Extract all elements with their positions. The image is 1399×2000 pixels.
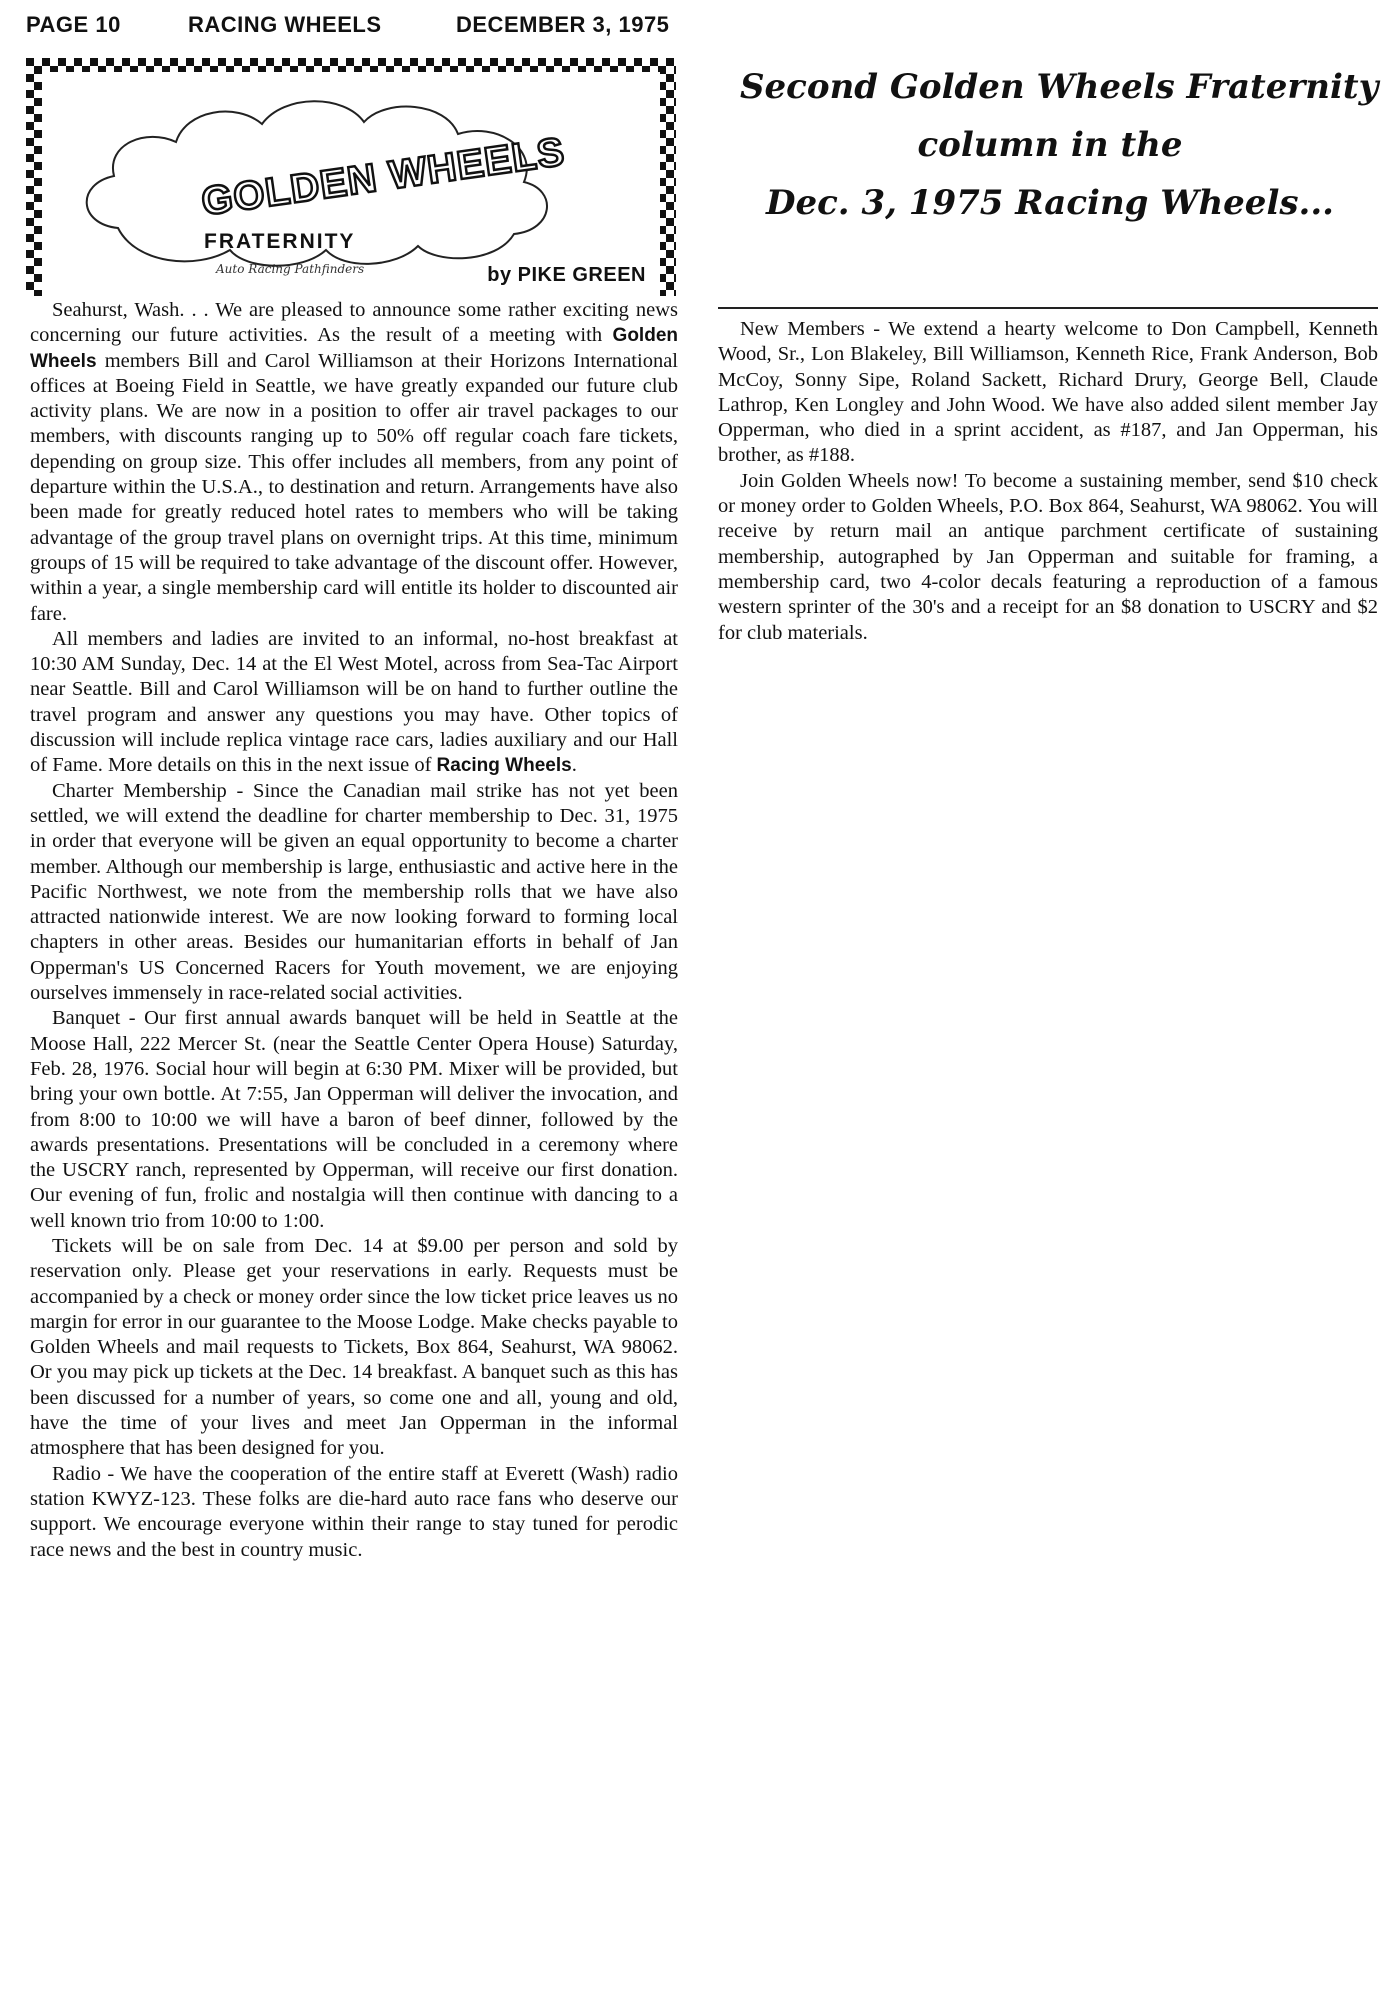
byline: by PIKE GREEN <box>487 264 646 286</box>
paragraph-join: Join Golden Wheels now! To become a sustaining member, send $10 check or money order to Golden Wheels, P.O. Box 864, Seahurst, WA 98062. You will receive by return mail an antique parchment certificate of sustaining membership, autographed by Jan Opperman and suitable for framing, a membership card, two 4-color decals featuring a reproduction of a famous western sprinter of the 30's and a receipt for an $8 donation to USCRY and $2 for club materials. <box>718 469 1378 644</box>
article-column-right <box>718 307 1378 646</box>
handwritten-caption <box>740 58 1379 232</box>
paragraph-charter-membership: Charter Membership - Since the Canadian mail strike has not yet been settled, we will extend the deadline for charter membership to Dec. 31, 1975 in order that everyone will be given an equal opportunity to become a charter member. Although our membership is large, enthusiastic and active here in the Pacific Northwest, we note from the membership rolls that we have also attracted nationwide interest. We are now looking forward to forming local chapters in other areas. Besides our humanitarian efforts in behalf of Jan Opperman's US Concerned Racers for Youth movement, we are enjoying ourselves immensely in race-related social activities. <box>30 779 678 1005</box>
publication-name: RACING WHEELS <box>188 12 382 37</box>
logo-fraternity: FRATERNITY <box>204 230 356 253</box>
paragraph-intro: Seahurst, Wash. . . We are pleased to announce some rather exciting news concerning our future activities. As the result of a meeting with Golden Wheels members Bill and Carol Williamson at their Horizons International offices at Boeing Field in Seattle, we have greatly expanded our future club activity plans. We are now in a position to offer air travel packages to our members, with discounts ranging up to 50% off regular coach fare tickets, depending on group size. This offer includes all members, from any point of departure within the U.S.A., to destination and return. Arrangements have also been made for greatly reduced hotel rates to members who will be taking advantage of the group travel plans on overnight trips. At this time, minimum groups of 15 will be required to take advantage of the discount offer. However, within a year, a single membership card will entitle its holder to discounted air fare. <box>30 299 678 625</box>
caption-line-1: Second Golden Wheels Fraternity <box>740 67 1379 107</box>
article-column-left <box>30 298 678 1563</box>
logo-tagline: Auto Racing Pathfinders <box>216 262 365 276</box>
dateline: Seahurst, Wash. . . <box>52 299 209 321</box>
page-number: PAGE 10 <box>26 12 121 37</box>
club-name: Golden Wheels <box>30 325 678 372</box>
caption-line-2: column in the <box>917 125 1183 165</box>
checkered-border-top <box>26 58 676 72</box>
page-header <box>26 12 676 46</box>
paragraph-tickets: Tickets will be on sale from Dec. 14 at $9.00 per person and sold by reservation only. Please get your reservations in early. Requests must be accompanied by a check or money order since the low ticket price leaves us no margin for error in our guarantee to the Moose Lodge. Make checks payable to Golden Wheels and mail requests to Tickets, Box 864, Seahurst, WA 98062. Or you may pick up tickets at the Dec. 14 breakfast. A banquet such as this has been discussed for a number of years, so come one and all, young and old, have the time of your lives and meet Jan Opperman in the informal atmosphere that has been designed for you. <box>30 1234 678 1460</box>
golden-wheels-logo <box>26 58 676 296</box>
checkered-border-left <box>26 58 42 296</box>
checkered-border-right <box>660 58 676 296</box>
issue-date: DECEMBER 3, 1975 <box>456 12 670 37</box>
caption-line-3: Dec. 3, 1975 Racing Wheels... <box>765 183 1335 223</box>
paragraph-radio: Radio - We have the cooperation of the entire staff at Everett (Wash) radio station KWYZ-123. These folks are die-hard auto race fans who deserve our support. We encourage everyone within their range to stay tuned for perodic race news and the best in country music. <box>30 1462 678 1561</box>
paragraph-breakfast: All members and ladies are invited to an informal, no-host breakfast at 10:30 AM Sunday, Dec. 14 at the El West Motel, across from Sea-Tac Airport near Seattle. Bill and Carol Williamson will be on hand to further outline the travel program and answer any questions you may have. Other topics of discussion will include replica vintage race cars, ladies auxiliary and our Hall of Fame. More details on this in the next issue of Racing Wheels. <box>30 627 678 777</box>
logo-golden-wheels: GOLDEN WHEELS <box>198 129 568 225</box>
column-masthead <box>26 58 676 296</box>
paragraph-new-members: New Members - We extend a hearty welcome to Don Campbell, Kenneth Wood, Sr., Lon Blakeley, Bill Williamson, Kenneth Rice, Frank Anderson, Bob McCoy, Sonny Sipe, Roland Sackett, Richard Drury, George Bell, Claude Lathrop, Ken Longley and John Wood. We have also added silent member Jay Opperman, who died in a sprint accident, as #187, and Jan Opperman, his brother, as #188. <box>718 318 1378 467</box>
paragraph-banquet: Banquet - Our first annual awards banquet will be held in Seattle at the Moose Hall, 222 Mercer St. (near the Seattle Center Opera House) Saturday, Feb. 28, 1976. Social hour will begin at 6:30 PM. Mixer will be provided, but bring your own bottle. At 7:55, Jan Opperman will deliver the invocation, and from 8:00 to 10:00 we will have a baron of beef dinner, followed by the awards presentations. Presentations will be concluded in a ceremony where the USCRY ranch, represented by Opperman, will receive our first donation. Our evening of fun, frolic and nostalgia will then continue with dancing to a well known trio from 10:00 to 1:00. <box>30 1007 678 1232</box>
publication-reference: Racing Wheels <box>436 755 572 777</box>
